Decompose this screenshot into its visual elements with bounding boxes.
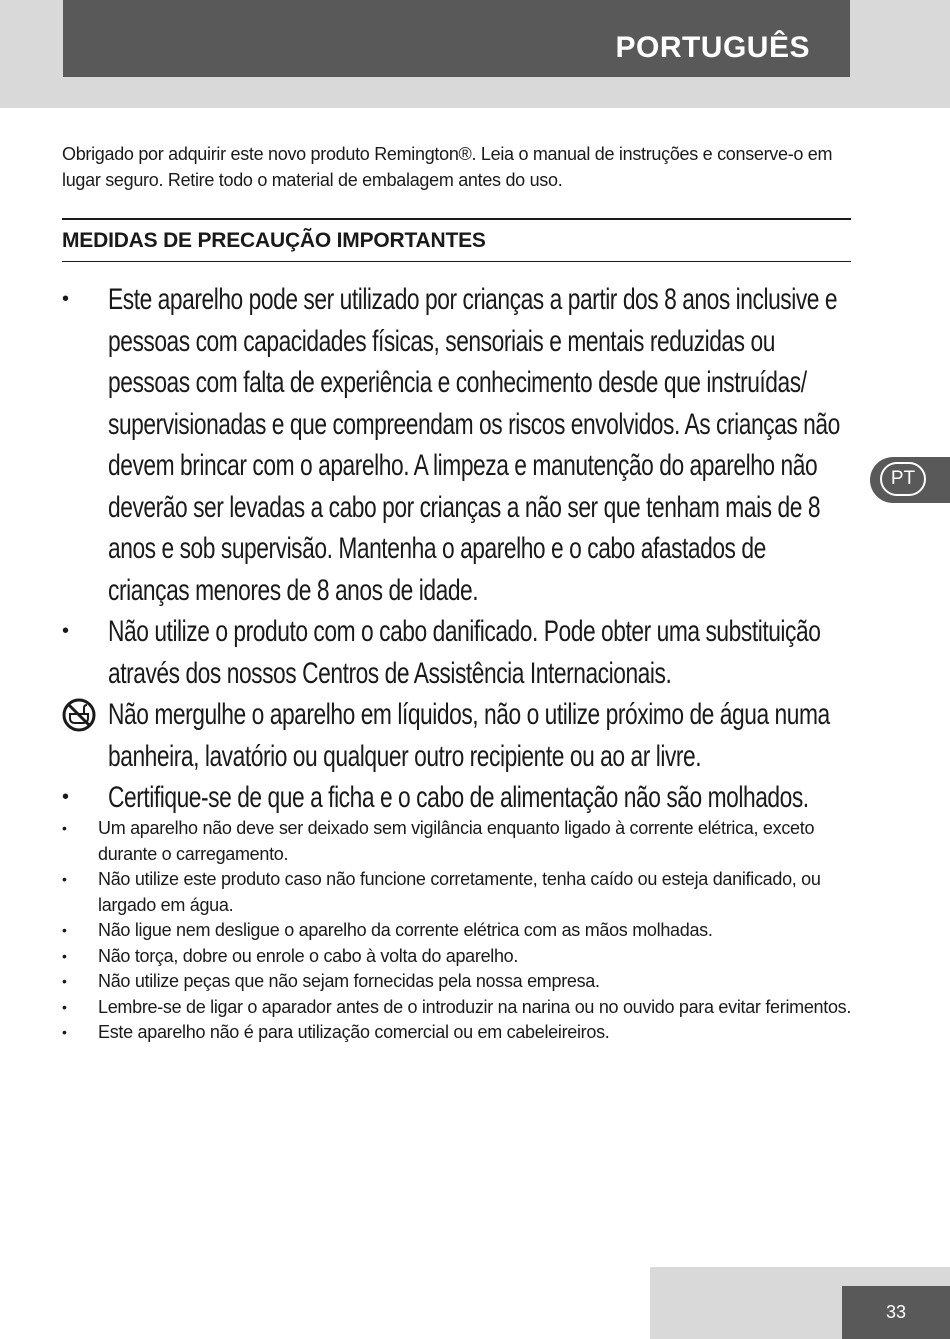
section-rule-bottom: [62, 261, 851, 262]
section-heading: MEDIDAS DE PRECAUÇÃO IMPORTANTES: [62, 229, 486, 252]
page-number: 33: [842, 1286, 950, 1339]
list-item-text: Não torça, dobre ou enrole o cabo à volta do aparelho.: [98, 945, 519, 966]
language-title: PORTUGUÊS: [615, 30, 810, 64]
list-item: [62, 694, 852, 777]
list-item: [62, 1020, 852, 1046]
bullet-marker: •: [62, 820, 67, 836]
bullet-marker: •: [62, 947, 67, 964]
list-item: [62, 969, 852, 995]
list-item: [62, 777, 852, 819]
list-item-text: Este aparelho não é para utilização comercial ou em cabeleireiros.: [98, 1022, 610, 1042]
list-item: [62, 867, 852, 918]
bullet-marker: •: [62, 620, 70, 642]
list-item-text: Não ligue nem desligue o aparelho da corrente elétrica com as mãos molhadas.: [98, 920, 713, 940]
section-rule-top: [62, 218, 851, 220]
list-item-text: Lembre-se de ligar o aparador antes de o introduzir na narina ou no ouvido para evitar ferimentos.: [98, 996, 852, 1017]
bullet-marker: •: [62, 871, 67, 887]
bullet-marker: •: [62, 786, 70, 808]
language-code-badge: PT: [880, 462, 926, 496]
list-item: [62, 944, 852, 970]
language-side-tab: [870, 457, 950, 503]
list-item: [62, 611, 852, 694]
no-water-icon: [62, 698, 96, 732]
list-item: [62, 816, 852, 867]
header-bar: [63, 0, 850, 77]
list-item: [62, 279, 852, 611]
list-item-text: Não mergulhe o aparelho em líquidos, não o utilize próximo de água numa banheira, lavatório ou qualquer outro recipiente ou ao ar livre.: [108, 698, 830, 773]
bullet-marker: •: [62, 973, 67, 989]
bullet-marker: •: [62, 288, 70, 310]
bullet-marker: •: [62, 998, 67, 1015]
intro-paragraph: Obrigado por adquirir este novo produto Remington®. Leia o manual de instruções e conserve-o em lugar seguro. Retire todo o material de embalagem antes do uso.: [62, 144, 833, 190]
list-item-text: Não utilize peças que não sejam fornecidas pela nossa empresa.: [98, 971, 600, 991]
bullet-marker: •: [62, 922, 67, 938]
list-item: [62, 918, 852, 944]
list-item-text: Certifique-se de que a ficha e o cabo de alimentação não são molhados.: [108, 781, 809, 814]
list-item-text: Não utilize este produto caso não funcione corretamente, tenha caído ou esteja danificado, ou largado em água.: [98, 869, 821, 915]
list-item: [62, 995, 852, 1021]
list-item-text: Um aparelho não deve ser deixado sem vigilância enquanto ligado à corrente elétrica, exceto durante o carregamento.: [98, 818, 815, 864]
list-item-text: Não utilize o produto com o cabo danificado. Pode obter uma substituição através dos nossos Centros de Assistência Internacionais.: [108, 615, 821, 690]
important-warnings-list: [62, 279, 852, 819]
safety-notes-list: [62, 816, 852, 1046]
bullet-marker: •: [62, 1024, 67, 1040]
list-item-text: Este aparelho pode ser utilizado por crianças a partir dos 8 anos inclusive e pessoas com capacidades físicas, sensoriais e mentais reduzidas ou pessoas com falta de experiência e conhecimento desde que instruídas/ supervisionadas e que compreendam os riscos envolvidos. As crianças não devem brincar com o aparelho. A limpeza e manutenção do aparelho não deverão ser levadas a cabo por crianças a não ser que tenham mais de 8 anos e sob supervisão. Mantenha o aparelho e o cabo afastados de crianças menores de 8 anos de idade.: [108, 283, 840, 607]
